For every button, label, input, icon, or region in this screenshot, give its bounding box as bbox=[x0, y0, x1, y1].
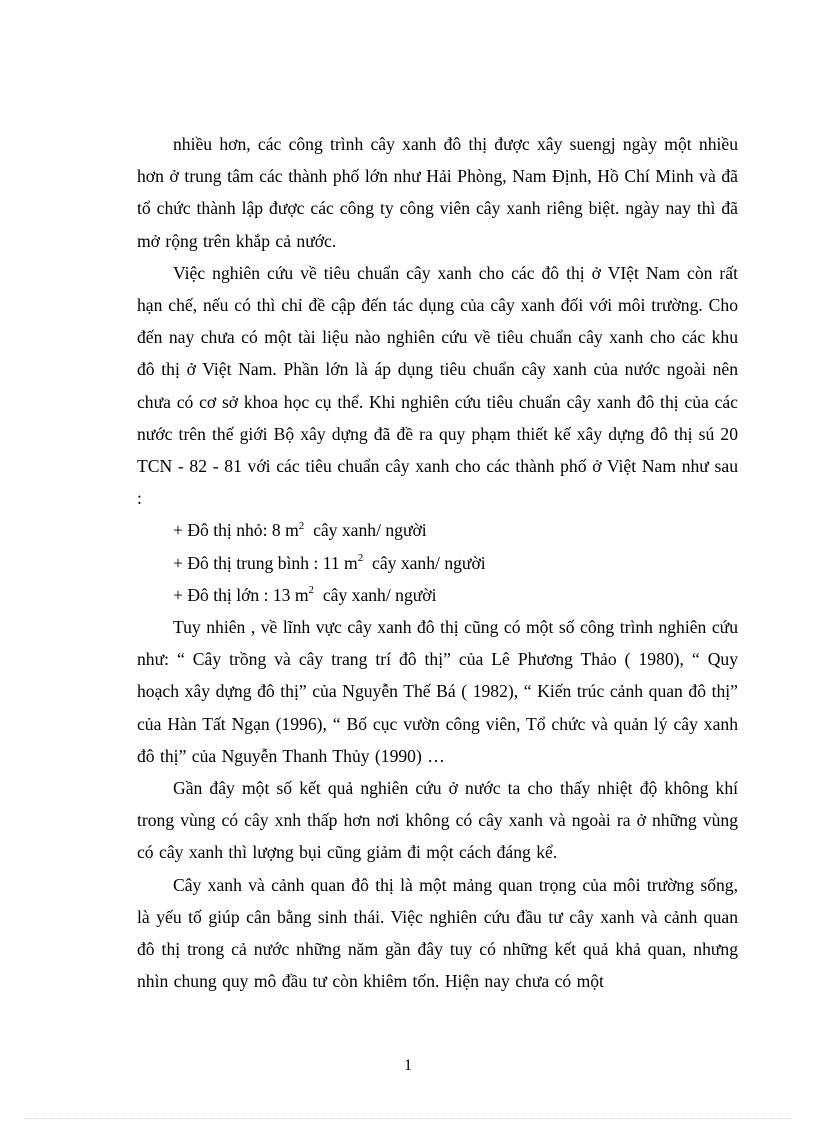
page-number: 1 bbox=[404, 1057, 412, 1074]
superscript-2: 2 bbox=[357, 551, 364, 564]
standard-medium-city bbox=[137, 547, 738, 579]
standard-medium-city-text: + Đô thị trung bình : 11 m bbox=[173, 552, 358, 573]
paragraph-4: Gần đây một số kết quả nghiên cứu ở nước ta cho thấy nhiệt độ không khí trong vùng có cây xnh thấp hơn nơi không có cây xanh và ngoài ra ở những vùng có cây xanh thì lượng bụi cũng giảm đi một cách đáng kể. bbox=[137, 778, 738, 863]
superscript-2: 2 bbox=[298, 519, 305, 532]
paragraph-2: Việc nghiên cứu về tiêu chuẩn cây xanh cho các đô thị ở VIệt Nam còn rất hạn chế, nếu có thì chỉ đề cập đến tác dụng của cây xanh đối với môi trường. Cho đến nay chưa có một tài liệu nào nghiên cứu về tiêu chuẩn cây xanh cho các khu đô thị ở Việt Nam. Phần lớn là áp dụng tiêu chuẩn cây xanh của nước ngoài nên chưa có cơ sở khoa học cụ thể. Khi nghiên cứu tiêu chuẩn cây xanh đô thị của các nước trên thế giới Bộ xây dựng đã đề ra quy phạm thiết kế xây dựng đô thị sú 20 TCN - 82 - 81 với các tiêu chuẩn cây xanh cho các thành phố ở Việt Nam như sau : bbox=[137, 262, 738, 509]
page-bottom-border bbox=[24, 1118, 792, 1119]
superscript-2: 2 bbox=[308, 583, 315, 596]
standard-small-city bbox=[137, 514, 738, 546]
standard-large-city-unit: cây xanh/ người bbox=[314, 584, 437, 605]
paragraph-5: Cây xanh và cảnh quan đô thị là một mảng quan trọng của môi trường sống, là yếu tố giúp cân bằng sinh thái. Việc nghiên cứu đầu tư cây xanh và cảnh quan đô thị trong cả nước những năm gần đây tuy có những kết quả khả quan, nhưng nhìn chung quy mô đầu tư còn khiêm tốn. Hiện nay chưa có một bbox=[137, 874, 738, 992]
paragraph-1: nhiều hơn, các công trình cây xanh đô thị được xây suengj ngày một nhiều hơn ở trung tâm các thành phố lớn như Hải Phòng, Nam Định, Hồ Chí Minh và đã tổ chức thành lập được các công ty công viên cây xanh riêng biệt. ngày nay thì đã mở rộng trên khắp cả nước. bbox=[137, 134, 738, 251]
standard-small-city-unit: cây xanh/ người bbox=[304, 520, 427, 541]
standard-large-city-text: + Đô thị lớn : 13 m bbox=[173, 584, 309, 605]
paragraph-3: Tuy nhiên , về lĩnh vực cây xanh đô thị cũng có một số công trình nghiên cứu như: “ Cây trồng và cây trang trí đô thị” của Lê Phương Thảo ( 1980), “ Quy hoạch xây dựng đô thị” của Nguyễn Thế Bá ( 1982), “ Kiến trúc cảnh quan đô thị” của Hàn Tất Ngạn (1996), “ Bố cục vườn công viên, Tổ chức và quản lý cây xanh đô thị” của Nguyễn Thanh Thủy (1990) … bbox=[137, 617, 738, 766]
standard-large-city bbox=[137, 579, 738, 611]
page-body bbox=[137, 128, 738, 997]
standard-small-city-text: + Đô thị nhỏ: 8 m bbox=[173, 520, 299, 541]
standard-medium-city-unit: cây xanh/ người bbox=[363, 552, 486, 573]
